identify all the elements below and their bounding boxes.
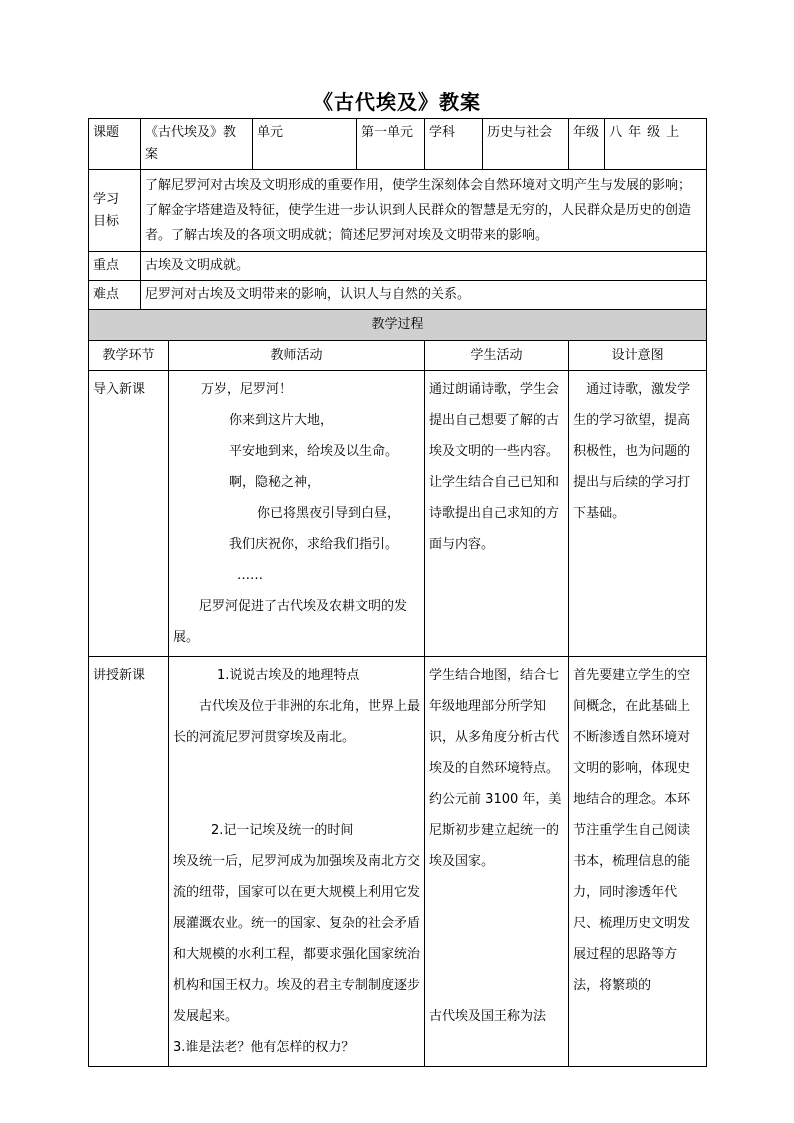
process-header: 教学过程 [89, 310, 707, 341]
table-row [89, 657, 707, 1067]
process-header-row [89, 310, 707, 341]
spacer [173, 753, 420, 815]
spacer [429, 877, 564, 1001]
student-paragraph: 古代埃及国王称为法 [429, 1009, 547, 1024]
header-row [89, 119, 707, 170]
student-paragraph: 学生结合地图，结合七年级地理部分所学知识，从多角度分析古代埃及的自然环境特点。 [429, 668, 560, 776]
goal-row [89, 170, 707, 252]
lesson-plan-table [88, 118, 706, 1067]
xueke-label: 学科 [425, 119, 483, 170]
keti-value: 《古代埃及》教案 [141, 119, 253, 170]
col-stage: 教学环节 [89, 341, 169, 371]
col-intent: 设计意图 [569, 341, 707, 371]
teacher-heading: 1.说说古埃及的地理特点 [217, 668, 360, 683]
poem-line: 我们庆祝你，求给我们指引。 [229, 537, 399, 552]
zhongdian-text: 古埃及文明成就。 [141, 252, 707, 281]
danyuan-value: 第一单元 [357, 119, 425, 170]
stage-cell: 导入新课 [89, 371, 169, 657]
poem-line: …… [237, 568, 263, 583]
danyuan-label: 单元 [253, 119, 357, 170]
poem-line: 万岁，尼罗河！ [201, 382, 293, 397]
nandian-text: 尼罗河对古埃及文明带来的影响，认识人与自然的关系。 [141, 281, 707, 310]
nandian-label: 难点 [89, 281, 141, 310]
column-header-row [89, 341, 707, 371]
goal-label-line2: 目标 [93, 213, 120, 229]
poem-line: 你已将黑夜引导到白昼， [257, 506, 401, 521]
nianji-label: 年级 [569, 119, 605, 170]
goal-text: 了解尼罗河对古埃及文明形成的重要作用，使学生深刻体会自然环境对文明产生与发展的影响；了解金字塔建造及特征，使学生进一步认识到人民群众的智慧是无穷的，人民群众是历史的创造者。了解古埃及的各项文明成就；简述尼罗河对埃及文明带来的影响。 [141, 170, 707, 252]
teacher-paragraph: 古代埃及位于非洲的东北角，世界上最长的河流尼罗河贯穿埃及南北。 [173, 699, 421, 745]
intent-cell: 通过诗歌，激发学生的学习欲望，提高积极性，也为问题的提出与后续的学习打下基础。 [569, 371, 707, 657]
teacher-heading: 3.谁是法老？他有怎样的权力？ [173, 1040, 355, 1055]
student-cell: 通过朗诵诗歌，学生会提出自己想要了解的古埃及文明的一些内容。让学生结合自己已知和诗歌提出自己求知的方面与内容。 [425, 371, 569, 657]
document-title: 《古代埃及》教案 [313, 90, 481, 114]
col-student: 学生活动 [425, 341, 569, 371]
col-teacher: 教师活动 [169, 341, 425, 371]
student-paragraph: 约公元前 3100 年，美尼斯初步建立起统一的埃及国家。 [429, 792, 562, 869]
nianji-value: 八年级上 [605, 119, 707, 170]
teacher-heading: 2.记一记埃及统一的时间 [211, 823, 354, 838]
goal-label-line1: 学习 [93, 191, 120, 207]
teacher-paragraph: 埃及统一后，尼罗河成为加强埃及南北方交流的纽带，国家可以在更大规模上利用它发展灌溉农业。统一的国家、复杂的社会矛盾和大规模的水利工程，都要求强化国家统治机构和国王权力。埃及的君主专制制度逐步发展起来。 [173, 854, 421, 1024]
goal-label [89, 170, 141, 252]
nandian-row [89, 281, 707, 310]
teacher-cell [169, 371, 425, 657]
student-cell [425, 657, 569, 1067]
poem-line: 啊，隐秘之神， [229, 475, 321, 490]
stage-cell: 讲授新课 [89, 657, 169, 1067]
poem-line: 你来到这片大地， [229, 413, 334, 428]
zhongdian-label: 重点 [89, 252, 141, 281]
zhongdian-row [89, 252, 707, 281]
table-row [89, 371, 707, 657]
teacher-cell [169, 657, 425, 1067]
keti-label: 课题 [89, 119, 141, 170]
xueke-value: 历史与社会 [483, 119, 569, 170]
poem-line: 平安地到来，给埃及以生命。 [229, 444, 399, 459]
intent-cell: 首先要建立学生的空间概念，在此基础上不断渗透自然环境对文明的影响，体现史地结合的理念。本环节注重学生自己阅读书本，梳理信息的能力，同时渗透年代尺、梳理历史文明发展过程的思路等方法，将繁琐的 [569, 657, 707, 1067]
teacher-paragraph: 尼罗河促进了古代埃及农耕文明的发展。 [173, 599, 408, 645]
